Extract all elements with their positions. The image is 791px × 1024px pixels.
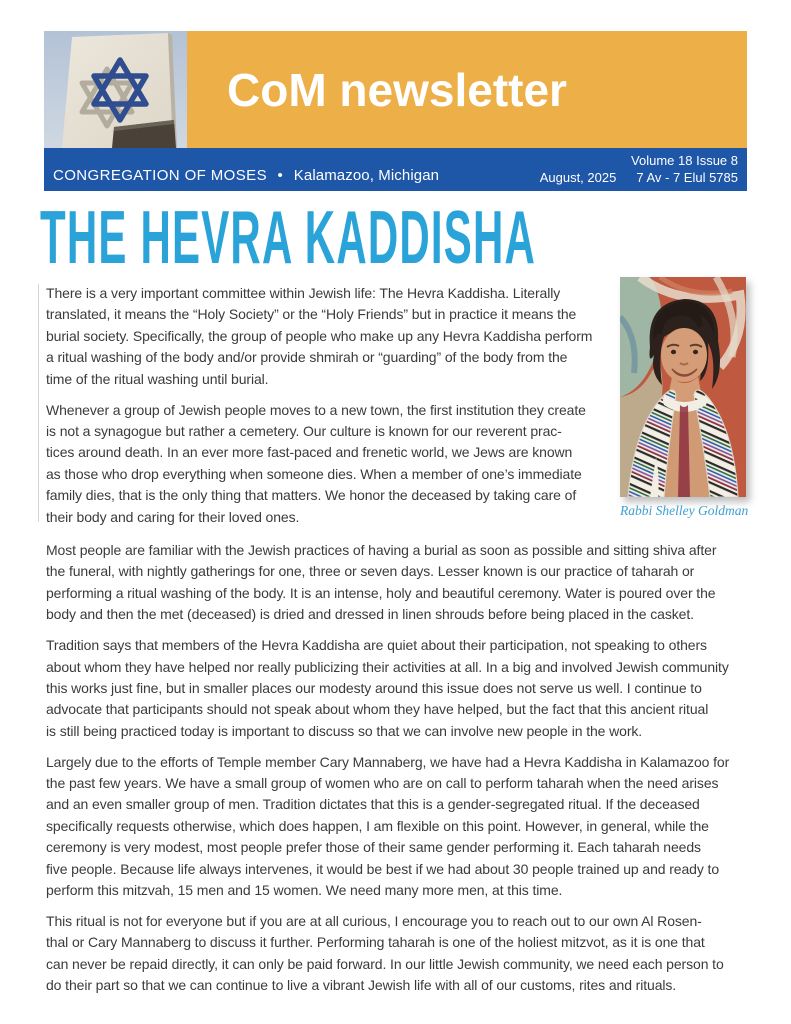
date-line [540,169,738,186]
newsletter-title: CoM newsletter [227,63,567,116]
info-bar [44,148,747,191]
banner [187,31,747,148]
paragraph: Most people are familiar with the Jewish practices of having a burial as soon as possible and sitting shiva after the funeral, with nightly gatherings for one, three or seven days. Lesser known is our practice of taharah or performing a ritual washing of the body. It is an intense, holy and beautiful ceremony. Water is poured over the body and then the met (deceased) is dried and dressed in linen shrouds before being placed in the casket. [46,541,717,623]
star-of-david-icon [44,31,187,148]
issue-info [540,152,738,186]
synagogue-photo [44,31,187,148]
organization-line [53,167,439,184]
hebrew-date: 7 Av - 7 Elul 5785 [636,170,738,185]
column-rule [38,284,39,522]
photo-caption: Rabbi Shelley Goldman [620,503,749,518]
bullet-separator: • [277,167,284,184]
volume-issue: Volume 18 Issue 8 [631,153,738,168]
header [44,31,747,148]
issue-date: August, 2025 [539,170,617,185]
rabbi-portrait-illustration [620,277,746,497]
organization-name: CONGREGATION OF MOSES [53,167,267,184]
paragraph: There is a very important committee within Jewish life: The Hevra Kaddisha. Literally translated, it means the “Holy Society” or the “Holy Friends” but in practice it means the burial society. Specifically, the group of people who make up any Hevra Kaddisha perform a ritual washing of the body and/or provide shmirah or “guarding” of the body from the time of the ritual washing until burial. [46,285,593,387]
article-title: THE HEVRA KADDISHA [40,195,537,280]
paragraph: Largely due to the efforts of Temple member Cary Mannaberg, we have had a Hevra Kaddisha in Kalamazoo for the past few years. We have a small group of women who are on call to perform taharah when the need arises and an even smaller group of men. Tradition dictates that this is a gender-segregated ritual. If the deceased specifically requests otherwise, which does happen, I am flexible on this point. However, in general, while the ceremony is very modest, most people prefer those of their same gender performing it. Each taharah needs five people. Because life always intervenes, it would be best if we had about 30 people trained up and ready to perform this mitzvah, 15 men and 15 women. We need many more men, at this time. [46,753,730,899]
paragraph: Whenever a group of Jewish people moves to a new town, the first institution they create is not a synagogue but rather a cemetery. Our culture is known for our reverent prac- tices around death. In an ever more fast-paced and frenetic world, we Jews are known as those who drop everything when someone dies. When a member of one’s immediate family dies, that is the only thing that matters. We honor the deceased by taking care of their body and caring for their loved ones. [46,401,586,525]
paragraph: This ritual is not for everyone but if you are at all curious, I encourage you to reach out to our own Al Rosen- thal or Cary Mannaberg to discuss it further. Performing taharah is one of the holiest mitzvot, as it is one that can never be repaid directly, it can only be paid forward. In our little Jewish community, we need each person to do their part so that we can continue to live a vibrant Jewish life with all of our customs, rites and rituals. [46,912,724,994]
paragraph: Tradition says that members of the Hevra Kaddisha are quiet about their participation, not speaking to others about whom they have helped nor really publicizing their activities at all. In a big and involved Jewish community this works just fine, but in smaller places our modesty around this issue does not serve us well. I continue to advocate that participants should not speak about whom they have helped, but the fact that this ancient ritual is still being practiced today is important to discuss so that we can involve new people in the work. [46,637,729,739]
rabbi-portrait-photo [620,277,746,497]
organization-location: Kalamazoo, Michigan [293,167,440,184]
